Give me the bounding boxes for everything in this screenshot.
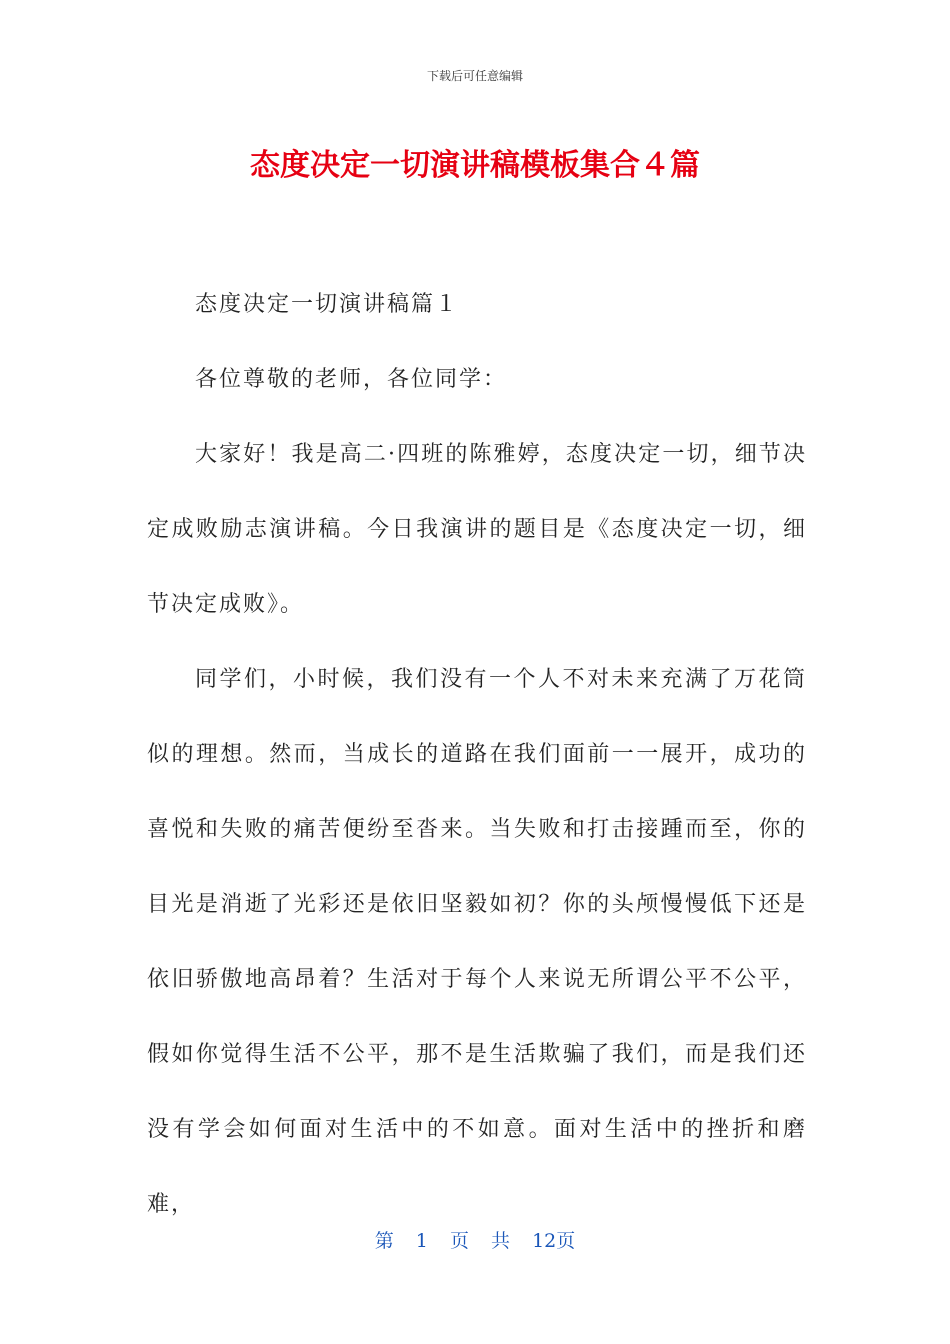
page-unit: 页 [449,1230,469,1252]
total-pages: 12页 [532,1230,576,1252]
paragraph-main: 同学们，小时候，我们没有一个人不对未来充满了万花筒似的理想。然而，当成长的道路在我们面前一一展开，成功的喜悦和失败的痛苦便纷至沓来。当失败和打击接踵而至，你的目光是消逝了光彩还是依旧坚毅如初？你的头颅慢慢低下还是依旧骄傲地高昂着？生活对于每个人来说无所谓公平不公平，假如你觉得生活不公平，那不是生活欺骗了我们，而是我们还没有学会如何面对生活中的不如意。面对生活中的挫折和磨难， [147,667,807,1217]
header-note: 下载后可任意编辑 [426,69,523,83]
document-title: 态度决定一切演讲稿模板集合４篇 [250,148,700,183]
paragraph-intro: 大家好！我是高二·四班的陈雅婷，态度决定一切，细节决定成败励志演讲稿。今日我演讲的题目是《态度决定一切，细节决定成败》。 [147,442,807,617]
current-page: 1 [415,1230,428,1252]
section-heading: 态度决定一切演讲稿篇１ [195,292,460,317]
document-body [147,267,807,1242]
total-word: 共 [491,1230,511,1252]
page-indicator [0,1226,950,1253]
salutation: 各位尊敬的老师，各位同学： [195,367,508,392]
page-word: 第 [374,1230,394,1252]
